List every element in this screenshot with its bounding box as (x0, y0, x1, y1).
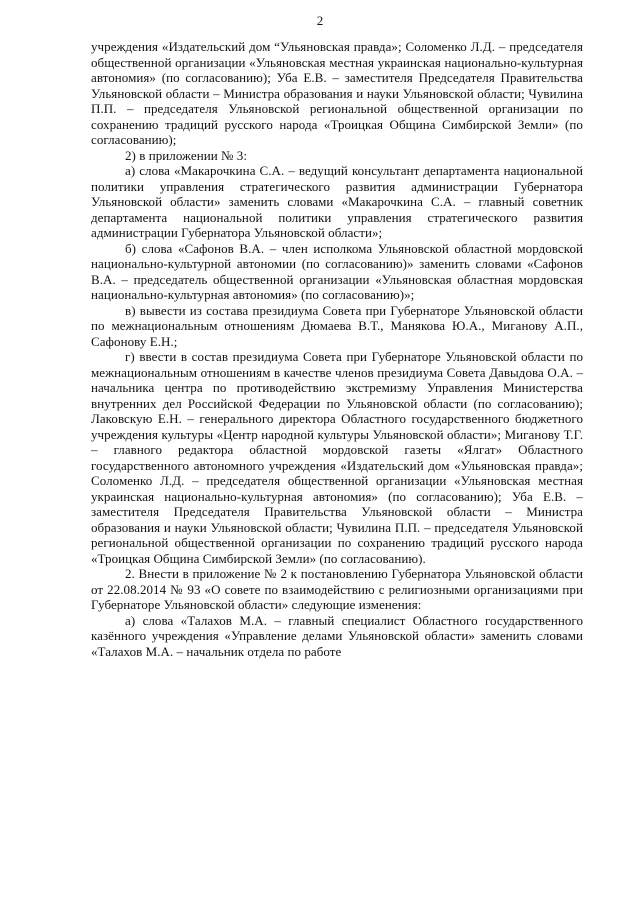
paragraph-continuation: учреждения «Издательский дом “Ульяновская правда»; Соломенко Л.Д. – председателя общественной организации «Ульяновская местная украинская национально-культурная автономия» (по согласованию); Уба Е.В. – заместителя Председателя Правительства Ульяновской области – Министра образования и науки Ульяновской области; Чувилина П.П. – председателя Ульяновской региональной общественной организации по сохранению традиций русского народа «Троицкая Община Симбирской Земли» (по согласованию); (91, 39, 583, 147)
paragraph-section-2-item-a: а) слова «Талахов М.А. – главный специалист Областного государственного казённого учреждения «Управление делами Ульяновской области» заменить словами «Талахов М.А. – начальник отдела по работе (91, 612, 583, 659)
page-number: 2 (316, 13, 324, 28)
paragraph-item-b: б) слова «Сафонов В.А. – член исполкома Ульяновской областной мордовской национально-культурной автономии (по согласованию)» заменить словами «Сафонов В.А. – председатель общественной организации «Ульяновская областная мордовская национально-культурная автономия» (по согласованию)»; (91, 240, 583, 302)
document-body (91, 39, 583, 659)
paragraph-item-a: а) слова «Макарочкина С.А. – ведущий консультант департамента национальной политики управления стратегического развития администрации Губернатора Ульяновской области» заменить словами «Макарочкина С.А. – главный советник департамента национальной политики управления стратегического развития администрации Губернатора Ульяновской области»; (91, 163, 583, 240)
paragraph-item-v: в) вывести из состава президиума Совета при Губернаторе Ульяновской области по межнациональным отношениям Дюмаева В.Т., Манякова Ю.А., Миганову А.П., Сафонову Е.Н.; (91, 302, 583, 349)
paragraph-item-g: г) ввести в состав президиума Совета при Губернаторе Ульяновской области по межнациональным отношениям в качестве членов президиума Совета Давыдова О.А. – начальника центра по противодействию экстремизму Управления Министерства внутренних дел Российской Федерации по Ульяновской области (по согласованию); Лаковскую Е.Н. – генерального директора Областного государственного бюджетного учреждения культуры «Центр народной культуры Ульяновской области»; Миганову Т.Г. – главного редактора областной мордовской газеты «Ялгат» Областного государственного автономного учреждения «Издательский дом «Ульяновская правда»; Соломенко Л.Д. – председателя общественной организации «Ульяновская местная украинская национально-культурная автономия» (по согласованию); Уба Е.В. – заместителя Председателя Правительства Ульяновской области – Министра образования и науки Ульяновской области; Чувилина П.П. – председателя Ульяновской региональной общественной организации по сохранению традиций русского народа «Троицкая Община Симбирской Земли» (по согласованию). (91, 349, 583, 566)
paragraph-appendix-3-heading: 2) в приложении № 3: (125, 147, 248, 163)
paragraph-section-2: 2. Внести в приложение № 2 к постановлению Губернатора Ульяновской области от 22.08.2014 № 93 «О совете по взаимодействию с религиозными организациями при Губернаторе Ульяновской области» следующие изменения: (91, 566, 583, 612)
